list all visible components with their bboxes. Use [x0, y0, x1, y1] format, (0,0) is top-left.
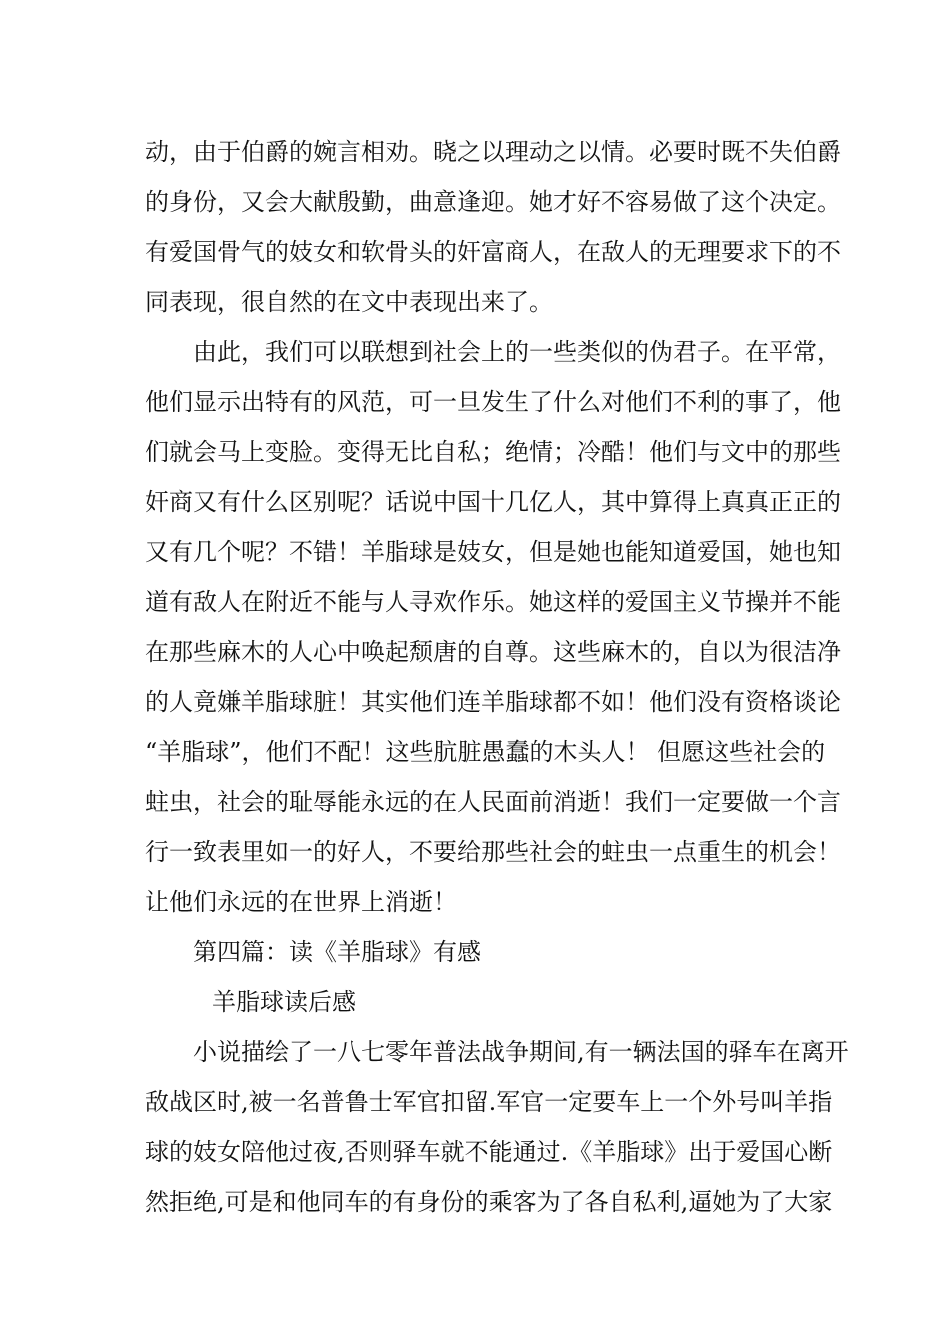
text-line: 们就会马上变脸。变得无比自私；绝情；冷酷！他们与文中的那些 — [145, 438, 841, 466]
text-line: 有爱国骨气的妓女和软骨头的奸富商人，在敌人的无理要求下的不 — [145, 238, 841, 266]
text-line: 蛀虫，社会的耻辱能永远的在人民面前消逝！我们一定要做一个言 — [145, 788, 841, 816]
text-line: 他们显示出特有的风范，可一旦发生了什么对他们不利的事了，他 — [145, 388, 841, 416]
paragraph-first-line: 小说描绘了一八七零年普法战争期间,有一辆法国的驿车在离开 — [193, 1038, 849, 1066]
text-line: 道有敌人在附近不能与人寻欢作乐。她这样的爱国主义节操并不能 — [145, 588, 841, 616]
section-heading: 第四篇：读《羊脂球》有感 — [193, 938, 481, 966]
text-line: 的人竟嫌羊脂球脏！其实他们连羊脂球都不如！他们没有资格谈论 — [145, 688, 841, 716]
article-title: 羊脂球读后感 — [212, 988, 356, 1016]
text-line: 让他们永远的在世界上消逝！ — [145, 888, 457, 916]
text-line: 球的妓女陪他过夜,否则驿车就不能通过.《羊脂球》出于爱国心断 — [145, 1138, 833, 1166]
text-line: 同表现，很自然的在文中表现出来了。 — [145, 288, 553, 316]
text-line: 在那些麻木的人心中唤起颓唐的自尊。这些麻木的，自以为很洁净 — [145, 638, 841, 666]
text-line: 敌战区时,被一名普鲁士军官扣留.军官一定要车上一个外号叫羊指 — [145, 1088, 833, 1116]
text-line: 的身份，又会大献殷勤，曲意逢迎。她才好不容易做了这个决定。 — [145, 188, 841, 216]
paragraph-first-line: 由此，我们可以联想到社会上的一些类似的伪君子。在平常， — [193, 338, 841, 366]
text-line: 动，由于伯爵的婉言相劝。晓之以理动之以情。必要时既不失伯爵 — [145, 138, 841, 166]
text-line: 奸商又有什么区别呢？话说中国十几亿人，其中算得上真真正正的 — [145, 488, 841, 516]
text-line: “羊脂球”，他们不配！这些肮脏愚蠢的木头人！ 但愿这些社会的 — [145, 738, 826, 766]
text-line: 行一致表里如一的好人，不要给那些社会的蛀虫一点重生的机会！ — [145, 838, 841, 866]
text-line: 又有几个呢？不错！羊脂球是妓女，但是她也能知道爱国，她也知 — [145, 538, 841, 566]
text-line: 然拒绝,可是和他同车的有身份的乘客为了各自私利,逼她为了大家 — [145, 1188, 833, 1216]
